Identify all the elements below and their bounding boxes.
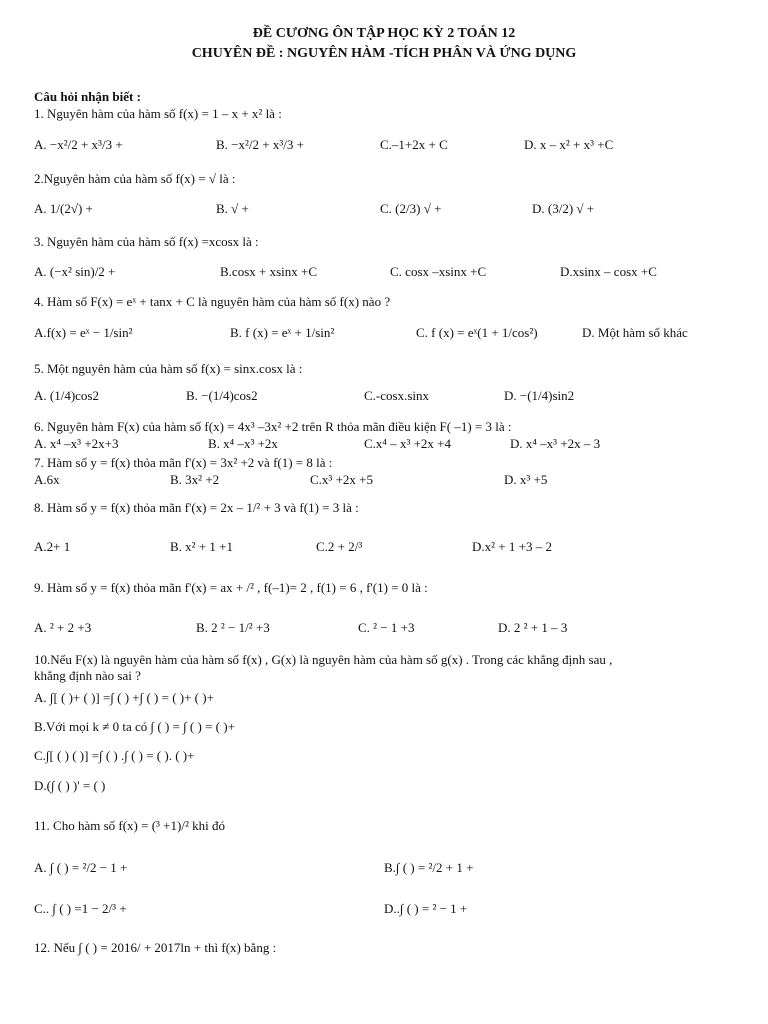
- question-4: 4. Hàm số F(x) = eˣ + tanx + C là nguyên hàm của hàm số f(x) nào ?: [34, 294, 391, 309]
- question-10-cont: khẳng định nào sai ?: [34, 668, 141, 683]
- question-11: 11. Cho hàm số f(x) = (³ +1)/² khi đó: [34, 818, 225, 833]
- q1-option-b: B. −x²/2 + x³/3 +: [216, 137, 304, 152]
- q10-option-c: C.∫[ ( ) ( )] =∫ ( ) .∫ ( ) = ( ). ( )+: [34, 748, 195, 763]
- q8-option-a: A.2+ 1: [34, 539, 71, 554]
- q7-option-a: A.6x: [34, 472, 60, 487]
- question-1: 1. Nguyên hàm của hàm số f(x) = 1 – x + x² là :: [34, 106, 282, 121]
- q8-option-c: C.2 + 2/³: [316, 539, 363, 554]
- q9-option-a: A. ² + 2 +3: [34, 620, 92, 635]
- q9-option-c: C. ² − 1 +3: [358, 620, 415, 635]
- q11-option-a: A. ∫ ( ) = ²/2 − 1 +: [34, 860, 128, 875]
- q3-option-b: B.cosx + xsinx +C: [220, 264, 318, 279]
- q6-option-a: A. x⁴ –x³ +2x+3: [34, 436, 119, 451]
- question-10: 10.Nếu F(x) là nguyên hàm của hàm số f(x) , G(x) là nguyên hàm của hàm số g(x) . Trong các khẳng định sau ,: [34, 652, 613, 667]
- q2-option-a: A. 1/(2√) +: [34, 201, 93, 216]
- q4-option-c: C. f (x) = eˣ(1 + 1/cos²): [416, 325, 538, 340]
- q3-option-c: C. cosx –xsinx +C: [390, 264, 487, 279]
- q10-option-d: D.(∫ ( ) )' = ( ): [34, 778, 106, 793]
- q5-option-a: A. (1/4)cos2: [34, 388, 99, 403]
- q11-option-d: D..∫ ( ) = ² − 1 +: [384, 901, 468, 916]
- q7-option-c: C.x³ +2x +5: [310, 472, 373, 487]
- question-12: 12. Nếu ∫ ( ) = 2016/ + 2017ln + thì f(x) bằng :: [34, 940, 277, 955]
- question-9: 9. Hàm số y = f(x) thỏa mãn f'(x) = ax + /² , f(–1)= 2 , f(1) = 6 , f'(1) = 0 là :: [34, 580, 428, 595]
- q1-option-a: A. −x²/2 + x³/3 +: [34, 137, 123, 152]
- q9-option-b: B. 2 ² − 1/² +3: [196, 620, 270, 635]
- q8-option-b: B. x² + 1 +1: [170, 539, 233, 554]
- q7-option-d: D. x³ +5: [504, 472, 548, 487]
- question-6: 6. Nguyên hàm F(x) của hàm số f(x) = 4x³ –3x² +2 trên R thỏa mãn điều kiện F( –1) = 3 là :: [34, 419, 512, 434]
- q2-option-b: B. √ +: [216, 201, 249, 216]
- q8-option-d: D.x² + 1 +3 – 2: [472, 539, 552, 554]
- question-3: 3. Nguyên hàm của hàm số f(x) =xcosx là :: [34, 234, 259, 249]
- document-subtitle: CHUYÊN ĐỀ : NGUYÊN HÀM -TÍCH PHÂN VÀ ỨNG DỤNG: [191, 46, 577, 61]
- q6-option-d: D. x⁴ –x³ +2x – 3: [510, 436, 601, 451]
- q2-option-d: D. (3/2) √ +: [532, 201, 595, 216]
- question-7: 7. Hàm số y = f(x) thỏa mãn f'(x) = 3x² +2 và f(1) = 8 là :: [34, 455, 333, 470]
- q5-option-c: C.-cosx.sinx: [364, 388, 429, 403]
- q1-option-d: D. x – x² + x³ +C: [524, 137, 614, 152]
- document-title: ĐỀ CƯƠNG ÔN TẬP HỌC KỲ 2 TOÁN 12: [252, 26, 516, 41]
- q4-option-a: A.f(x) = eˣ − 1/sin²: [34, 325, 133, 340]
- q6-option-c: C.x⁴ – x³ +2x +4: [364, 436, 452, 451]
- q6-option-b: B. x⁴ –x³ +2x: [208, 436, 278, 451]
- question-8: 8. Hàm số y = f(x) thỏa mãn f'(x) = 2x – 1/² + 3 và f(1) = 3 là :: [34, 500, 359, 515]
- q4-option-b: B. f (x) = eˣ + 1/sin²: [230, 325, 335, 340]
- question-5: 5. Một nguyên hàm của hàm số f(x) = sinx.cosx là :: [34, 361, 303, 376]
- q10-option-b: B.Với mọi k ≠ 0 ta có ∫ ( ) = ∫ ( ) = ( )+: [34, 719, 235, 734]
- q5-option-d: D. −(1/4)sin2: [504, 388, 575, 403]
- q3-option-d: D.xsinx – cosx +C: [560, 264, 657, 279]
- q2-option-c: C. (2/3) √ +: [380, 201, 442, 216]
- q10-option-a: A. ∫[ ( )+ ( )] =∫ ( ) +∫ ( ) = ( )+ ( )+: [34, 690, 214, 705]
- question-2: 2.Nguyên hàm của hàm số f(x) = √ là :: [34, 171, 236, 186]
- q9-option-d: D. 2 ² + 1 – 3: [498, 620, 568, 635]
- q4-option-d: D. Một hàm số khác: [582, 325, 688, 340]
- q3-option-a: A. (−x² sin)/2 +: [34, 264, 116, 279]
- q11-option-c: C.. ∫ ( ) =1 − 2/³ +: [34, 901, 127, 916]
- q5-option-b: B. −(1/4)cos2: [186, 388, 258, 403]
- section-heading: Câu hỏi nhận biết :: [34, 89, 141, 104]
- q11-option-b: B.∫ ( ) = ²/2 + 1 +: [384, 860, 474, 875]
- q1-option-c: C.–1+2x + C: [380, 137, 448, 152]
- q7-option-b: B. 3x² +2: [170, 472, 220, 487]
